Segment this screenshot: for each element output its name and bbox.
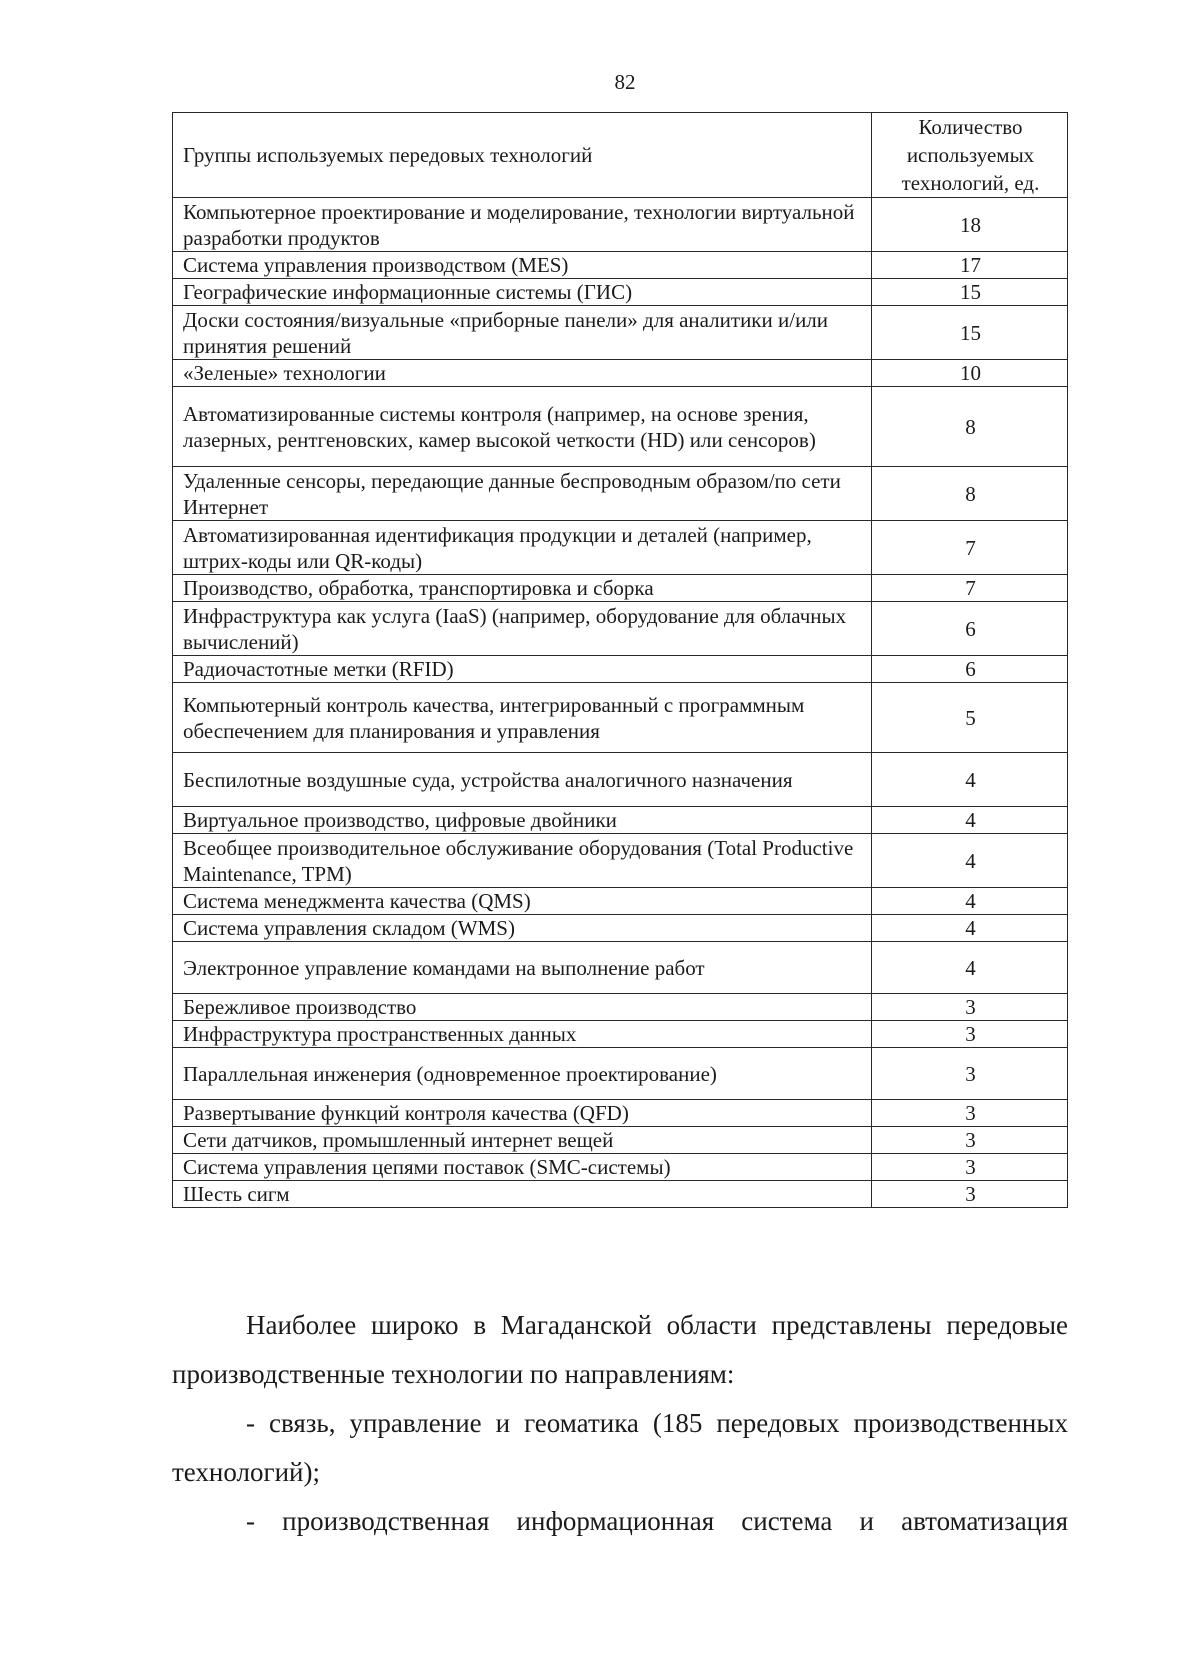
- technology-count-cell: 10: [872, 360, 1068, 387]
- table-row: [173, 467, 1068, 521]
- technology-group-cell: Инфраструктура пространственных данных: [173, 1021, 872, 1048]
- table-row: [173, 360, 1068, 387]
- table-row: [173, 807, 1068, 834]
- technology-group-cell: Виртуальное производство, цифровые двойники: [173, 807, 872, 834]
- table-row: [173, 1048, 1068, 1100]
- technology-group-cell: Бережливое производство: [173, 994, 872, 1021]
- technology-group-cell: Инфраструктура как услуга (IaaS) (например, оборудование для облачных вычислений): [173, 602, 872, 656]
- technology-group-cell: Электронное управление командами на выполнение работ: [173, 942, 872, 994]
- technology-count-cell: 7: [872, 521, 1068, 575]
- page-number: 82: [614, 70, 636, 94]
- technology-group-cell: Шесть сигм: [173, 1181, 872, 1208]
- technology-count-cell: 15: [872, 306, 1068, 360]
- technology-group-cell: Автоматизированные системы контроля (например, на основе зрения, лазерных, рентгеновских, камер высокой четкости (HD) или сенсоров): [173, 387, 872, 467]
- table-row: [173, 683, 1068, 753]
- technology-group-cell: Автоматизированная идентификация продукции и деталей (например, штрих-коды или QR-коды): [173, 521, 872, 575]
- table-row: [173, 753, 1068, 807]
- technology-count-cell: 8: [872, 387, 1068, 467]
- technology-count-cell: 4: [872, 915, 1068, 942]
- technology-count-cell: 3: [872, 994, 1068, 1021]
- technology-count-cell: 17: [872, 252, 1068, 279]
- technology-group-cell: Производство, обработка, транспортировка и сборка: [173, 575, 872, 602]
- technology-count-cell: 18: [872, 198, 1068, 252]
- technology-count-cell: 6: [872, 656, 1068, 683]
- technology-count-cell: 3: [872, 1181, 1068, 1208]
- table-row: [173, 602, 1068, 656]
- list-item-information-system: - производственная информационная система и автоматизация: [246, 1506, 1068, 1536]
- table-row: [173, 1154, 1068, 1181]
- technology-group-cell: Параллельная инженерия (одновременное проектирование): [173, 1048, 872, 1100]
- header-technology-count: Количество используемых технологий, ед.: [872, 113, 1068, 198]
- technology-group-cell: Удаленные сенсоры, передающие данные беспроводным образом/по сети Интернет: [173, 467, 872, 521]
- technology-group-cell: Компьютерный контроль качества, интегрированный с программным обеспечением для планирования и управления: [173, 683, 872, 753]
- technology-count-cell: 4: [872, 807, 1068, 834]
- technology-count-cell: 8: [872, 467, 1068, 521]
- technology-group-cell: Сети датчиков, промышленный интернет вещей: [173, 1127, 872, 1154]
- technology-count-cell: 6: [872, 602, 1068, 656]
- intro-paragraph: Наиболее широко в Магаданской области представлены передовые производственные технологии по направлениям:: [172, 1310, 1068, 1389]
- table-row: [173, 994, 1068, 1021]
- technology-count-cell: 3: [872, 1154, 1068, 1181]
- table-row: [173, 1100, 1068, 1127]
- technology-group-cell: Доски состояния/визуальные «приборные панели» для аналитики и/или принятия решений: [173, 306, 872, 360]
- technology-group-cell: Всеобщее производительное обслуживание оборудования (Total Productive Maintenance, TPM): [173, 834, 872, 888]
- table-row: [173, 279, 1068, 306]
- technology-count-cell: 3: [872, 1100, 1068, 1127]
- technology-count-cell: 7: [872, 575, 1068, 602]
- technology-group-cell: Система менеджмента качества (QMS): [173, 888, 872, 915]
- technology-count-cell: 15: [872, 279, 1068, 306]
- technology-count-cell: 5: [872, 683, 1068, 753]
- technology-group-cell: «Зеленые» технологии: [173, 360, 872, 387]
- body-text: [172, 1301, 1068, 1546]
- technology-group-cell: Географические информационные системы (ГИС): [173, 279, 872, 306]
- table-row: [173, 198, 1068, 252]
- technology-group-cell: Радиочастотные метки (RFID): [173, 656, 872, 683]
- technology-count-cell: 3: [872, 1127, 1068, 1154]
- table-header-row: [173, 113, 1068, 198]
- technologies-table: [172, 112, 1068, 1208]
- technology-count-cell: 3: [872, 1021, 1068, 1048]
- technology-group-cell: Система управления цепями поставок (SMC-системы): [173, 1154, 872, 1181]
- table-row: [173, 834, 1068, 888]
- table-row: [173, 1021, 1068, 1048]
- technology-count-cell: 4: [872, 834, 1068, 888]
- header-technology-groups: Группы используемых передовых технологий: [173, 113, 872, 198]
- table-row: [173, 1127, 1068, 1154]
- table-row: [173, 306, 1068, 360]
- technology-group-cell: Система управления производством (MES): [173, 252, 872, 279]
- table-row: [173, 1181, 1068, 1208]
- technology-group-cell: Компьютерное проектирование и моделирование, технологии виртуальной разработки продуктов: [173, 198, 872, 252]
- technology-count-cell: 4: [872, 942, 1068, 994]
- table-row: [173, 575, 1068, 602]
- technology-count-cell: 4: [872, 888, 1068, 915]
- list-item-communication: - связь, управление и геоматика (185 передовых производственных технологий);: [172, 1408, 1068, 1487]
- table-row: [173, 915, 1068, 942]
- technology-group-cell: Развертывание функций контроля качества (QFD): [173, 1100, 872, 1127]
- technology-count-cell: 3: [872, 1048, 1068, 1100]
- table-row: [173, 888, 1068, 915]
- table-row: [173, 942, 1068, 994]
- table-row: [173, 252, 1068, 279]
- technology-group-cell: Беспилотные воздушные суда, устройства аналогичного назначения: [173, 753, 872, 807]
- table-row: [173, 656, 1068, 683]
- technology-count-cell: 4: [872, 753, 1068, 807]
- technology-group-cell: Система управления складом (WMS): [173, 915, 872, 942]
- table-row: [173, 521, 1068, 575]
- table-row: [173, 387, 1068, 467]
